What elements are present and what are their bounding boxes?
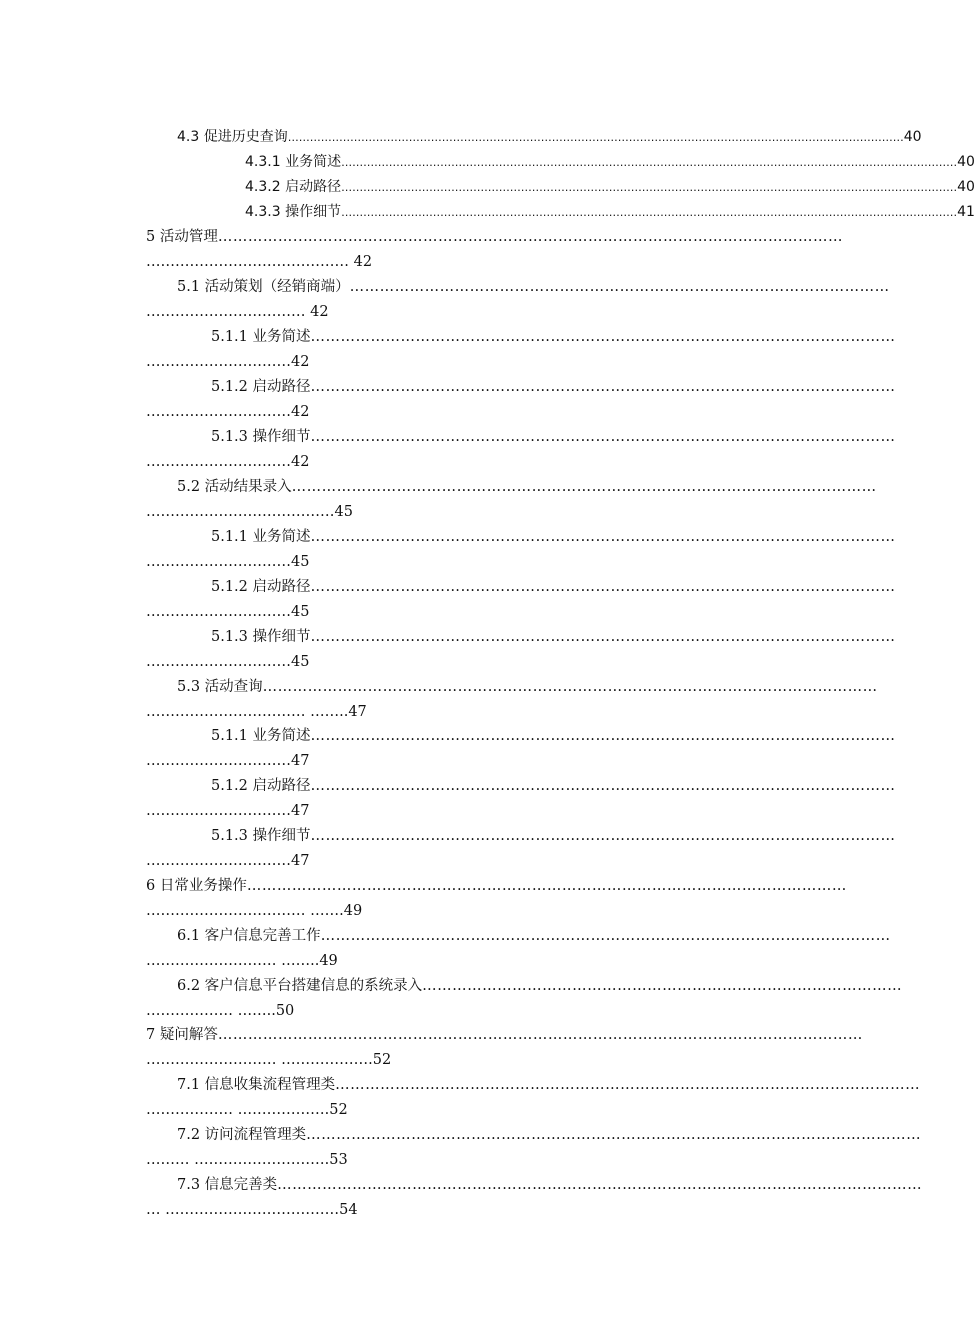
toc-entry-label: 4.3.2 启动路径 [245,179,342,195]
toc-leader: …………………………………………………………………………………………………… [320,928,891,944]
toc-leader: ……………………………………………………………………………………………………… [291,479,877,495]
toc-page-number: 40 [957,154,975,170]
toc-continuation: …………………………… …….49 [146,903,363,919]
toc-leader: ……………………………………………………………………………………………………… [310,579,896,595]
toc-leader: …………………………………………………………………………………… [422,978,903,994]
toc-entry-label: 5.1.3 操作细节 [211,429,311,445]
toc-leader: ……………………………………………………………………………………………………… [310,429,896,445]
toc-entry[interactable] [177,1124,922,1146]
toc-entry[interactable] [211,626,896,648]
toc-continuation: …………………………42 [146,404,310,420]
toc-continuation: …………………………47 [146,803,310,819]
toc-entry[interactable] [211,725,896,747]
toc-entry[interactable] [177,925,891,947]
toc-entry-label: 5.1.3 操作细节 [211,629,311,645]
toc-leader: …………………………………………………………………………………………………………………………………………………… [287,131,904,144]
toc-continuation: …………………………45 [146,554,310,570]
toc-continuation: …………………………………… 42 [146,254,373,270]
toc-page-number: 40 [957,179,975,195]
toc-leader: ……………………………………………………………………………………………………… [310,828,896,844]
toc-entry-label: 5.1.1 业务简述 [211,728,311,744]
toc-entry[interactable] [177,975,903,997]
toc-leader: …………………………………………………………………………………………………………………………………………………… [341,181,958,194]
toc-entry-label: 5.1.1 业务简述 [211,529,311,545]
toc-continuation: …………………………47 [146,853,310,869]
toc-entry-label: 5.1.2 启动路径 [211,579,311,595]
toc-entry[interactable] [211,775,896,797]
toc-leader: ……………..……………………………………………………………………………………………… [217,229,844,245]
toc-entry[interactable] [211,576,896,598]
toc-leader: ……………………………………………………………………………………………………… [310,629,896,645]
toc-leader: ………………………………………………………………………………………………………………… [217,1027,863,1043]
toc-leader: …………………………………………………………………………………………………………… [262,679,878,695]
toc-continuation: …………………………47 [146,753,310,769]
toc-entry-label: 7 疑问解答 [146,1027,218,1043]
toc-continuation: …………………………45 [146,654,310,670]
toc-entry-label: 6.1 客户信息完善工作 [177,928,321,944]
toc-entry-label: 5.1.3 操作细节 [211,828,311,844]
toc-entry-label: 5.3 活动查询 [177,679,263,695]
toc-leader: …………………………………………………………………………………………………………………………………………………… [341,156,958,169]
toc-leader: ……………………………………………………………………………………………… [349,279,890,295]
toc-entry-label: 5.1.1 业务简述 [211,329,311,345]
toc-continuation: ……………………… ……………….52 [146,1052,392,1068]
toc-entry[interactable] [211,426,896,448]
toc-leader: ……………………………………………………………………………………………………… [310,329,896,345]
toc-continuation: ……………… ……………….52 [146,1102,348,1118]
toc-entry[interactable] [146,875,847,897]
toc-continuation: …………………………… 42 [146,304,329,320]
toc-entry[interactable] [245,176,975,198]
toc-entry[interactable] [245,151,975,173]
toc-entry-label: 4.3 促进历史查询 [177,129,288,145]
toc-continuation: …………………………45 [146,604,310,620]
toc-entry-label: 5 活动管理 [146,229,218,245]
toc-entry[interactable] [177,276,890,298]
toc-leader: ……………………………………………………………………………………………………… [310,728,896,744]
toc-entry[interactable] [211,825,896,847]
toc-entry[interactable] [211,526,896,548]
toc-continuation: …………………………………45 [146,504,353,520]
toc-continuation: ……………………… ……..49 [146,953,338,969]
toc-entry-label: 7.3 信息完善类 [177,1177,278,1193]
toc-continuation: …………………………42 [146,454,310,470]
toc-leader: ………………………………………………………………………………………………………………… [277,1177,923,1193]
toc-leader: ……………………………………………………………………………………………………… [335,1077,921,1093]
toc-entry[interactable] [245,201,975,223]
toc-entry-label: 5.1.2 启动路径 [211,379,311,395]
toc-continuation: …………………………42 [146,354,310,370]
toc-leader: ……………………………………………………………………………………………………… [310,379,896,395]
toc-entry-label: 5.2 活动结果录入 [177,479,292,495]
toc-entry[interactable] [177,126,922,148]
toc-continuation: ……… ……………………….53 [146,1152,348,1168]
toc-entry-label: 5.1.2 启动路径 [211,778,311,794]
toc-entry[interactable] [177,676,878,698]
toc-entry-label: 5.1 活动策划（经销商端） [177,279,350,295]
toc-leader: ……………………………………………………………………………………………………… [310,778,896,794]
toc-entry[interactable] [211,376,896,398]
toc-entry-label: 4.3.3 操作细节 [245,204,342,220]
toc-leader: ………………………………………………………………………………………………………… [246,878,847,894]
toc-entry-label: 6.2 客户信息平台搭建信息的系统录入 [177,978,423,994]
toc-continuation: ……………… ……..50 [146,1003,295,1019]
toc-page-number: 41 [957,204,975,220]
toc-entry[interactable] [211,326,896,348]
toc-entry-label: 7.2 访问流程管理类 [177,1127,307,1143]
toc-entry[interactable] [146,226,844,248]
toc-leader: …………………………………………………………………………………………………………………………………………………… [341,206,958,219]
toc-entry[interactable] [177,476,877,498]
toc-leader: ……………………………………………………………………………………………………… [310,529,896,545]
toc-continuation: …………………………… ……..47 [146,704,367,720]
toc-entry[interactable] [146,1024,863,1046]
toc-entry-label: 4.3.1 业务简述 [245,154,342,170]
toc-leader: …………………………………………………………………………………………………………… [306,1127,922,1143]
toc-entry-label: 6 日常业务操作 [146,878,247,894]
toc-entry[interactable] [177,1074,921,1096]
toc-entry-label: 7.1 信息收集流程管理类 [177,1077,336,1093]
toc-continuation: … ………………………………54 [146,1202,358,1218]
toc-page-number: 40 [903,129,922,145]
toc-entry[interactable] [177,1174,923,1196]
